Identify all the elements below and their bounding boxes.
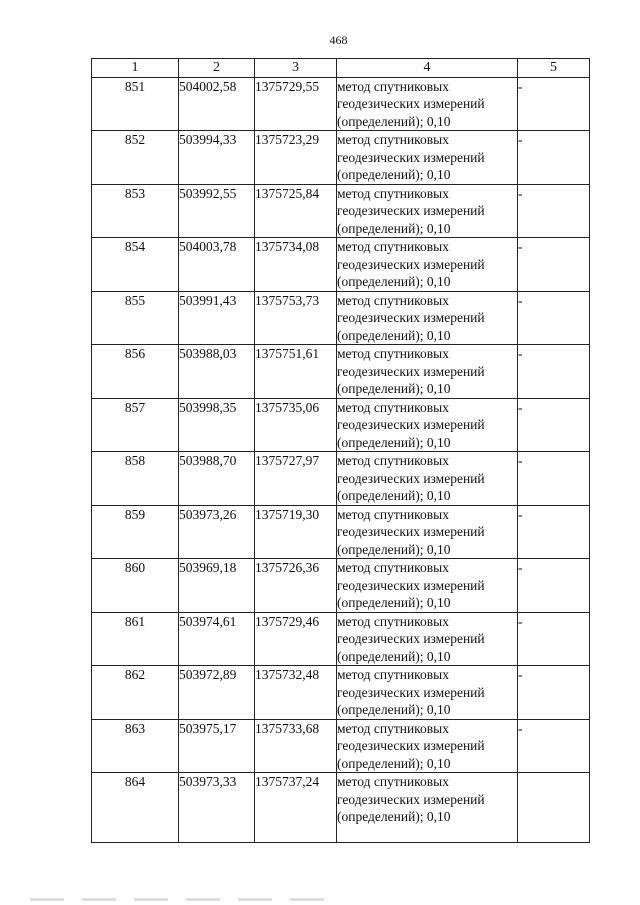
table-row	[92, 719, 590, 773]
x-coordinate: 504003,78	[179, 238, 255, 292]
point-number: 864	[92, 773, 179, 843]
y-coordinate: 1375735,06	[255, 398, 337, 452]
table-row	[92, 131, 590, 185]
point-number: 855	[92, 291, 179, 345]
y-coordinate: 1375733,68	[255, 719, 337, 773]
method-description: метод спутниковых геодезических измерений (определений); 0,10	[337, 184, 518, 238]
point-number: 861	[92, 612, 179, 666]
method-description: метод спутниковых геодезических измерений (определений); 0,10	[337, 773, 518, 843]
y-coordinate: 1375729,55	[255, 77, 337, 131]
method-description: метод спутниковых геодезических измерений (определений); 0,10	[337, 452, 518, 506]
y-coordinate: 1375729,46	[255, 612, 337, 666]
x-coordinate: 503973,26	[179, 505, 255, 559]
table-row	[92, 238, 590, 292]
x-coordinate: 503969,18	[179, 559, 255, 613]
table-row	[92, 77, 590, 131]
y-coordinate: 1375753,73	[255, 291, 337, 345]
table-row	[92, 505, 590, 559]
method-description: метод спутниковых геодезических измерений (определений); 0,10	[337, 505, 518, 559]
page-number: 468	[329, 33, 348, 47]
y-coordinate: 1375723,29	[255, 131, 337, 185]
note-cell: -	[518, 131, 590, 185]
point-number: 853	[92, 184, 179, 238]
point-number: 858	[92, 452, 179, 506]
x-coordinate: 503991,43	[179, 291, 255, 345]
note-cell: -	[518, 452, 590, 506]
y-coordinate: 1375719,30	[255, 505, 337, 559]
method-description: метод спутниковых геодезических измерений (определений); 0,10	[337, 238, 518, 292]
point-number: 862	[92, 666, 179, 720]
table-row	[92, 773, 590, 843]
table-row	[92, 291, 590, 345]
x-coordinate: 503975,17	[179, 719, 255, 773]
header-col-4: 4	[337, 59, 518, 78]
point-number: 856	[92, 345, 179, 399]
scan-artifact-strip	[30, 898, 330, 901]
point-number: 852	[92, 131, 179, 185]
x-coordinate: 503988,70	[179, 452, 255, 506]
note-cell: -	[518, 238, 590, 292]
x-coordinate: 503998,35	[179, 398, 255, 452]
method-description: метод спутниковых геодезических измерений (определений); 0,10	[337, 719, 518, 773]
note-cell: -	[518, 184, 590, 238]
method-description: метод спутниковых геодезических измерений (определений); 0,10	[337, 291, 518, 345]
x-coordinate: 504002,58	[179, 77, 255, 131]
x-coordinate: 503973,33	[179, 773, 255, 843]
x-coordinate: 503972,89	[179, 666, 255, 720]
header-col-5: 5	[518, 59, 590, 78]
method-description: метод спутниковых геодезических измерений (определений); 0,10	[337, 345, 518, 399]
y-coordinate: 1375751,61	[255, 345, 337, 399]
y-coordinate: 1375737,24	[255, 773, 337, 843]
header-col-3: 3	[255, 59, 337, 78]
method-description: метод спутниковых геодезических измерений (определений); 0,10	[337, 559, 518, 613]
note-cell: -	[518, 719, 590, 773]
method-description: метод спутниковых геодезических измерений (определений); 0,10	[337, 398, 518, 452]
table-header-row	[92, 59, 590, 78]
y-coordinate: 1375725,84	[255, 184, 337, 238]
method-description: метод спутниковых геодезических измерений (определений); 0,10	[337, 77, 518, 131]
point-number: 857	[92, 398, 179, 452]
table-row	[92, 559, 590, 613]
table-row	[92, 345, 590, 399]
note-cell: -	[518, 345, 590, 399]
point-number: 859	[92, 505, 179, 559]
table-row	[92, 184, 590, 238]
point-number: 863	[92, 719, 179, 773]
note-cell: -	[518, 398, 590, 452]
note-cell: -	[518, 291, 590, 345]
y-coordinate: 1375734,08	[255, 238, 337, 292]
method-description: метод спутниковых геодезических измерений (определений); 0,10	[337, 131, 518, 185]
note-cell: -	[518, 559, 590, 613]
y-coordinate: 1375726,36	[255, 559, 337, 613]
x-coordinate: 503988,03	[179, 345, 255, 399]
note-cell: -	[518, 666, 590, 720]
table-row	[92, 452, 590, 506]
x-coordinate: 503994,33	[179, 131, 255, 185]
header-col-2: 2	[179, 59, 255, 78]
note-cell: -	[518, 612, 590, 666]
x-coordinate: 503974,61	[179, 612, 255, 666]
note-cell: -	[518, 505, 590, 559]
point-number: 851	[92, 77, 179, 131]
point-number: 854	[92, 238, 179, 292]
table-row	[92, 666, 590, 720]
method-description: метод спутниковых геодезических измерений (определений); 0,10	[337, 612, 518, 666]
x-coordinate: 503992,55	[179, 184, 255, 238]
note-cell: -	[518, 77, 590, 131]
point-number: 860	[92, 559, 179, 613]
y-coordinate: 1375727,97	[255, 452, 337, 506]
table-row	[92, 398, 590, 452]
method-description: метод спутниковых геодезических измерений (определений); 0,10	[337, 666, 518, 720]
coordinates-table	[91, 58, 590, 843]
table-row	[92, 612, 590, 666]
header-col-1: 1	[92, 59, 179, 78]
note-cell	[518, 773, 590, 843]
y-coordinate: 1375732,48	[255, 666, 337, 720]
